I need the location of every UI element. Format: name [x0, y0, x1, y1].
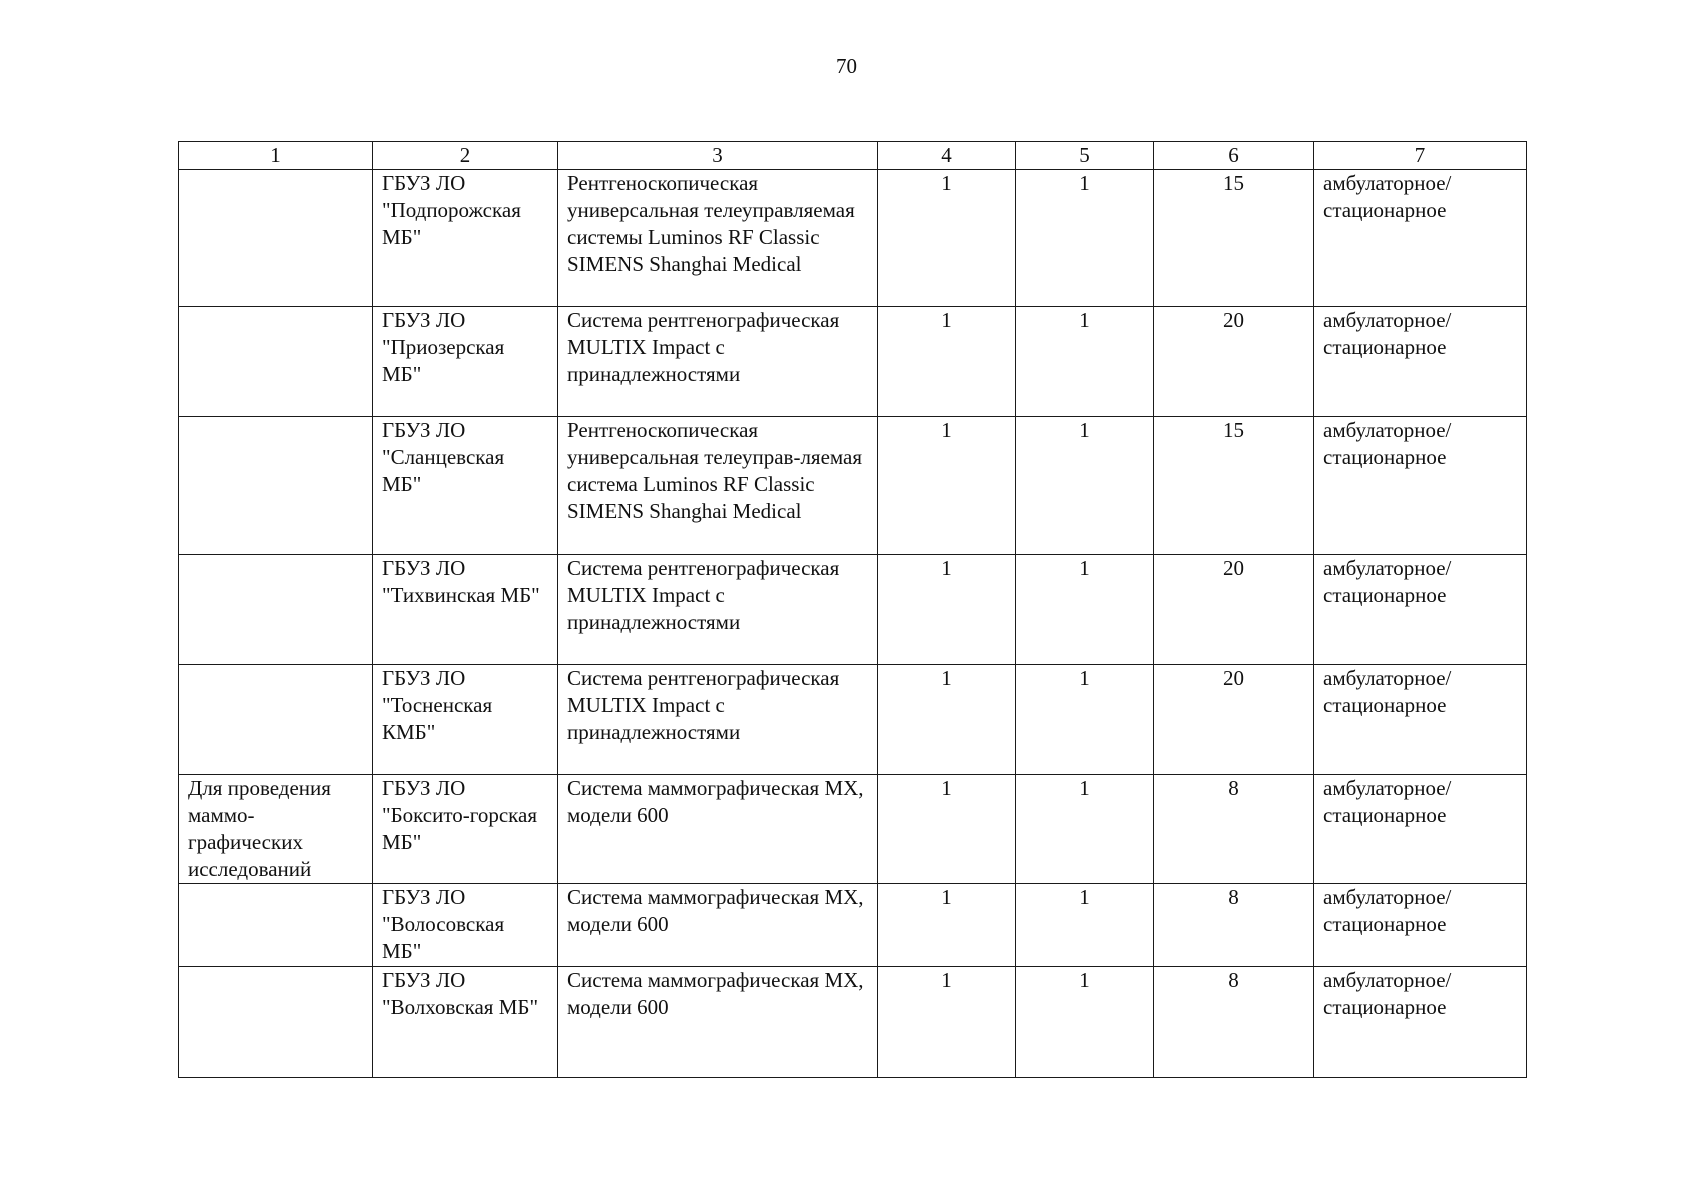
equipment-cell: Система рентгенографическая MULTIX Impact с принадлежностями: [558, 555, 878, 665]
capacity-cell: 20: [1154, 307, 1314, 417]
equipment-cell: Система рентгенографическая MULTIX Impact с принадлежностями: [558, 307, 878, 417]
capacity-cell: 15: [1154, 170, 1314, 307]
purpose-cell: [179, 555, 373, 665]
quantity-cell: 1: [878, 417, 1016, 555]
institution-cell: ГБУЗ ЛО "Боксито-горская МБ": [373, 775, 558, 884]
column-number-header: 3: [558, 142, 878, 170]
column-number-header: 4: [878, 142, 1016, 170]
quantity-cell: 1: [878, 665, 1016, 775]
institution-cell: ГБУЗ ЛО "Сланцевская МБ": [373, 417, 558, 555]
purpose-cell: [179, 307, 373, 417]
purpose-cell: [179, 170, 373, 307]
page-number: 70: [836, 54, 857, 78]
quantity-cell: 1: [878, 967, 1016, 1078]
quantity-cell: 1: [878, 884, 1016, 967]
institution-cell: ГБУЗ ЛО "Тосненская КМБ": [373, 665, 558, 775]
quantity-cell: 1: [878, 555, 1016, 665]
purpose-cell: [179, 884, 373, 967]
table-row: [179, 170, 1527, 307]
equipment-cell: Система маммографическая MX, модели 600: [558, 967, 878, 1078]
equipment-cell: Рентгеноскопическая универсальная телеуправляемая системы Luminos RF Classic SIMENS Shanghai Medical: [558, 170, 878, 307]
column-number-row: [179, 142, 1527, 170]
institution-cell: ГБУЗ ЛО "Тихвинская МБ": [373, 555, 558, 665]
quantity-cell: 1: [1016, 884, 1154, 967]
quantity-cell: 1: [878, 307, 1016, 417]
mode-cell: амбулаторное/ стационарное: [1314, 555, 1527, 665]
institution-cell: ГБУЗ ЛО "Волосовская МБ": [373, 884, 558, 967]
mode-cell: амбулаторное/ стационарное: [1314, 884, 1527, 967]
quantity-cell: 1: [1016, 775, 1154, 884]
quantity-cell: 1: [878, 170, 1016, 307]
table-row: [179, 967, 1527, 1078]
mode-cell: амбулаторное/ стационарное: [1314, 775, 1527, 884]
equipment-cell: Система маммографическая MX, модели 600: [558, 775, 878, 884]
column-number-header: 1: [179, 142, 373, 170]
table-row: [179, 775, 1527, 884]
mode-cell: амбулаторное/ стационарное: [1314, 307, 1527, 417]
column-number-header: 6: [1154, 142, 1314, 170]
capacity-cell: 15: [1154, 417, 1314, 555]
table-row: [179, 555, 1527, 665]
capacity-cell: 8: [1154, 967, 1314, 1078]
quantity-cell: 1: [1016, 665, 1154, 775]
table-row: [179, 417, 1527, 555]
purpose-cell: [179, 967, 373, 1078]
equipment-cell: Система рентгенографическая MULTIX Impact с принадлежностями: [558, 665, 878, 775]
mode-cell: амбулаторное/ стационарное: [1314, 665, 1527, 775]
table-row: [179, 665, 1527, 775]
capacity-cell: 8: [1154, 775, 1314, 884]
mode-cell: амбулаторное/ стационарное: [1314, 170, 1527, 307]
purpose-cell: [179, 665, 373, 775]
column-number-header: 2: [373, 142, 558, 170]
equipment-cell: Система маммографическая MX, модели 600: [558, 884, 878, 967]
institution-cell: ГБУЗ ЛО "Подпорожская МБ": [373, 170, 558, 307]
capacity-cell: 20: [1154, 665, 1314, 775]
column-number-header: 7: [1314, 142, 1527, 170]
mode-cell: амбулаторное/ стационарное: [1314, 417, 1527, 555]
quantity-cell: 1: [1016, 555, 1154, 665]
capacity-cell: 20: [1154, 555, 1314, 665]
mode-cell: амбулаторное/ стационарное: [1314, 967, 1527, 1078]
quantity-cell: 1: [1016, 307, 1154, 417]
equipment-table: [178, 141, 1527, 1078]
quantity-cell: 1: [1016, 170, 1154, 307]
quantity-cell: 1: [878, 775, 1016, 884]
purpose-cell: Для проведения маммо-графических исследований: [179, 775, 373, 884]
table-row: [179, 884, 1527, 967]
column-number-header: 5: [1016, 142, 1154, 170]
table-row: [179, 307, 1527, 417]
institution-cell: ГБУЗ ЛО "Приозерская МБ": [373, 307, 558, 417]
quantity-cell: 1: [1016, 417, 1154, 555]
equipment-cell: Рентгеноскопическая универсальная телеуправ-ляемая система Luminos RF Classic SIMENS Shanghai Medical: [558, 417, 878, 555]
quantity-cell: 1: [1016, 967, 1154, 1078]
purpose-cell: [179, 417, 373, 555]
institution-cell: ГБУЗ ЛО "Волховская МБ": [373, 967, 558, 1078]
capacity-cell: 8: [1154, 884, 1314, 967]
